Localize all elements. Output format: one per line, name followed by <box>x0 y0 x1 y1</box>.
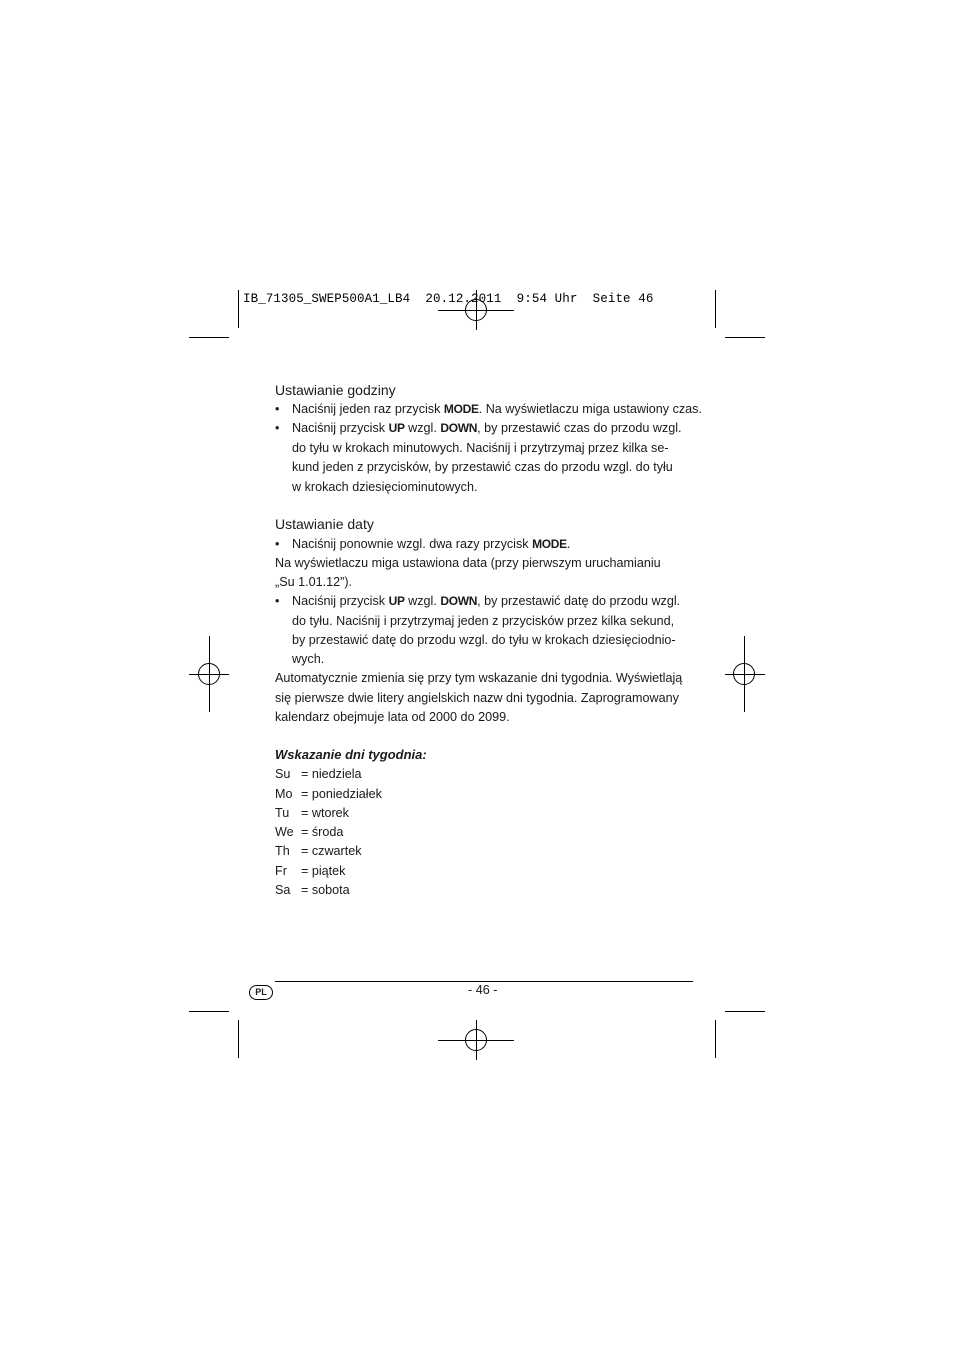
bullet-dot: • <box>275 594 280 608</box>
text-line: do tyłu w krokach minutowych. Naciśnij i przytrzymaj przez kilka se- <box>292 441 669 455</box>
day-abbr: Fr <box>275 864 287 878</box>
crop-mark <box>238 290 239 328</box>
day-name: = środa <box>301 825 344 839</box>
day-item <box>275 825 343 839</box>
day-abbr: Su <box>275 767 291 781</box>
text-line: się pierwsze dwie litery angielskich nazw dni tygodnia. Zaprogramowany <box>275 691 679 705</box>
print-slug: IB_71305_SWEP500A1_LB4 20.12.2011 9:54 Uhr Seite 46 <box>243 292 654 306</box>
bullet-dot: • <box>275 421 280 435</box>
crop-mark <box>715 290 716 328</box>
day-abbr: Sa <box>275 883 291 897</box>
crop-mark <box>725 1011 765 1012</box>
day-item <box>275 806 349 820</box>
text-line: Automatycznie zmienia się przy tym wskazanie dni tygodnia. Wyświetlają <box>275 671 683 685</box>
registration-circle <box>465 1029 487 1051</box>
crop-mark <box>238 1020 239 1058</box>
text-line: kalendarz obejmuje lata od 2000 do 2099. <box>275 710 510 724</box>
section-heading-time: Ustawianie godziny <box>275 382 396 398</box>
bullet-item: • Naciśnij jeden raz przycisk MODE. Na wyświetlaczu miga ustawiony czas. <box>275 402 702 416</box>
day-abbr: Tu <box>275 806 290 820</box>
day-name: = niedziela <box>301 767 362 781</box>
text-line: do tyłu. Naciśnij i przytrzymaj jeden z przycisków przez kilka sekund, <box>292 614 675 628</box>
display-value: Su 1.01.12 <box>279 575 341 589</box>
bullet-item: • Naciśnij przycisk UP wzgl. DOWN, by przestawić czas do przodu wzgl. <box>275 421 682 435</box>
key-up: UP <box>388 421 405 435</box>
text-line: „Su 1.01.12”). <box>275 575 353 589</box>
day-item <box>275 883 350 897</box>
key-down: DOWN <box>440 594 478 608</box>
text-line: w krokach dziesięciominutowych. <box>292 480 478 494</box>
day-item <box>275 767 362 781</box>
footer-rule <box>275 981 693 982</box>
crop-mark <box>725 337 765 338</box>
year-start: 2000 <box>429 710 458 724</box>
days-heading: Wskazanie dni tygodnia: <box>275 747 427 762</box>
day-name: = wtorek <box>301 806 349 820</box>
day-item <box>275 844 362 858</box>
day-item <box>275 864 345 878</box>
crop-mark <box>189 1011 229 1012</box>
language-badge: PL <box>249 985 273 1000</box>
day-abbr: We <box>275 825 294 839</box>
crop-mark <box>189 337 229 338</box>
section-heading-date: Ustawianie daty <box>275 516 374 532</box>
text-line: by przestawić datę do przodu wzgl. do tyłu w krokach dziesięciodnio- <box>292 633 676 647</box>
key-mode: MODE <box>532 537 567 551</box>
day-item <box>275 787 382 801</box>
day-name: = czwartek <box>301 844 362 858</box>
day-name: = piątek <box>301 864 346 878</box>
year-end: 2099 <box>478 710 507 724</box>
registration-circle <box>733 663 755 685</box>
day-name: = poniedziałek <box>301 787 382 801</box>
bullet-item: • Naciśnij ponownie wzgl. dwa razy przycisk MODE. <box>275 537 571 551</box>
page-number: - 46 - <box>468 983 498 997</box>
day-abbr: Mo <box>275 787 293 801</box>
bullet-dot: • <box>275 402 280 416</box>
bullet-dot: • <box>275 537 280 551</box>
key-up: UP <box>388 594 405 608</box>
bullet-item: • Naciśnij przycisk UP wzgl. DOWN, by przestawić datę do przodu wzgl. <box>275 594 681 608</box>
text-line: kund jeden z przycisków, by przestawić czas do przodu wzgl. do tyłu <box>292 460 673 474</box>
key-mode: MODE <box>443 402 479 416</box>
text-line: Na wyświetlaczu miga ustawiona data (przy pierwszym uruchamianiu <box>275 556 661 570</box>
day-name: = sobota <box>301 883 350 897</box>
text-line: wych. <box>292 652 325 666</box>
registration-circle <box>198 663 220 685</box>
day-abbr: Th <box>275 844 290 858</box>
crop-mark <box>715 1020 716 1058</box>
key-down: DOWN <box>440 421 478 435</box>
